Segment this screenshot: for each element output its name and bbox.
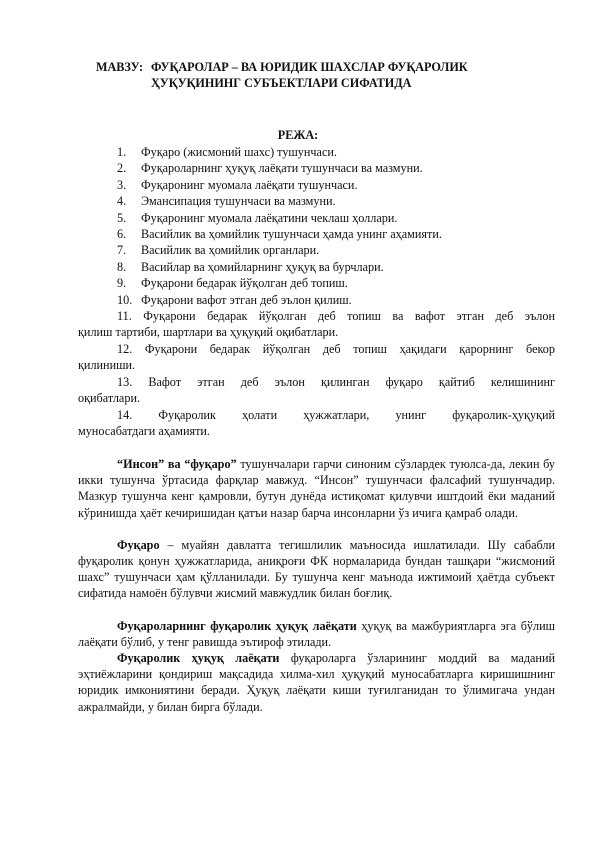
plan-heading: РЕЖА: <box>277 128 319 142</box>
plan-item: 10. Фуқарони вафот этган деб эълон қилиш. <box>117 292 352 307</box>
paragraph: “Инсон” ва “фуқаро” тушунчалари гарчи синоним сўзлардек туюлса-да, лекин бу икки тушунча ўртасида фарқлар мавжуд. “Инсон” тушунчаси фалсафий тушунчадир. Мазкур тушунча кенг қамровли, бутун дунёда истиқомат қилувчи иштдоий ёки маданий кўринишда ҳаёт кечиришидан қатъи назар барча инсонларни ўз ичига қамраб олади. <box>78 457 555 520</box>
plan-item: 3. Фуқаронинг муомала лаёқати тушунчаси. <box>117 177 358 192</box>
plan-item: 4. Эмансипация тушунчаси ва мазмуни. <box>117 194 336 209</box>
body-text <box>78 456 555 715</box>
plan-item: 8. Васийлар ва ҳомийларнинг ҳуқуқ ва бурчлари. <box>117 259 384 274</box>
document-title <box>96 59 526 91</box>
paragraph: Фуқаро – муайян давлатга тегишлилик маъносида ишлатилади. Шу сабабли фуқаролик қонун ҳужжатларида, аниқроғи ФК нормаларида бундан ташқари “жисмоний шахс” тушунчаси ҳам қўлланилади. Бу тушунча кенг маънода ижтимоий ҳаётда субъект сифатида намоён бўлувчи жисмий мавжудлик билан боғлиқ. <box>78 537 555 601</box>
plan-item: 9. Фуқарони бедарак йўқолган деб топиш. <box>117 276 348 291</box>
plan-item: 13. Вафот этган деб эълон қилинган фуқаро қайтиб келишининг оқибатлари. <box>78 374 556 406</box>
topic-label: МАВЗУ: <box>96 60 144 74</box>
plan-item: 1. Фуқаро (жисмоний шахс) тушунчаси. <box>117 145 337 159</box>
title-line-1: ФУҚАРОЛАР – ВА ЮРИДИК ШАХСЛАР ФУҚАРОЛИК <box>151 60 468 74</box>
plan-item: 6. Васийлик ва ҳомийлик тушунчаси ҳамда унинг аҳамияти. <box>117 227 442 242</box>
title-line-2: ҲУҚУҚИНИНГ СУБЪЕКТЛАРИ СИФАТИДА <box>151 76 412 90</box>
paragraph: Фуқаролик ҳуқуқ лаёқати фуқароларга ўзларининг моддий ва маданий эҳтиёжларини қондириш мақсадида хилма-хил ҳуқуқий муносабатларга киришишнинг юридик имкониятини беради. Ҳуқуқ лаёқати киши туғилганидан то ўлимигача ундан ажралмайди, у билан бирга бўлади. <box>78 651 555 714</box>
plan-item: 14. Фуқаролик ҳолати ҳужжатлари, унинг фуқаролик-ҳуқуқий муносабатдаги аҳамияти. <box>78 407 556 438</box>
paragraph: Фуқароларнинг фуқаролик ҳуқуқ лаёқати ҳуқуқ ва мажбуриятларга эга бўлиш лаёқати бўлиб, у тенг равишда эътироф этилади. <box>78 618 555 649</box>
plan-item: 7. Васийлик ва ҳомийлик органлари. <box>117 243 320 258</box>
plan-item: 11. Фуқарони бедарак йўқолган деб топиш ва вафот этган деб эълон қилиш тартиби, шартлари ва ҳуқуқий оқибатлари. <box>78 309 556 340</box>
plan-item: 12. Фуқарони бедарак йўқолган деб топиш ҳақидаги қарорнинг бекор қилиниши. <box>78 341 555 373</box>
plan-item: 2. Фуқароларнинг ҳуқуқ лаёқати тушунчаси ва мазмуни. <box>117 161 423 176</box>
plan-list <box>78 144 556 439</box>
plan-item: 5. Фуқаронинг муомала лаёқатини чеклаш ҳоллари. <box>117 210 398 225</box>
